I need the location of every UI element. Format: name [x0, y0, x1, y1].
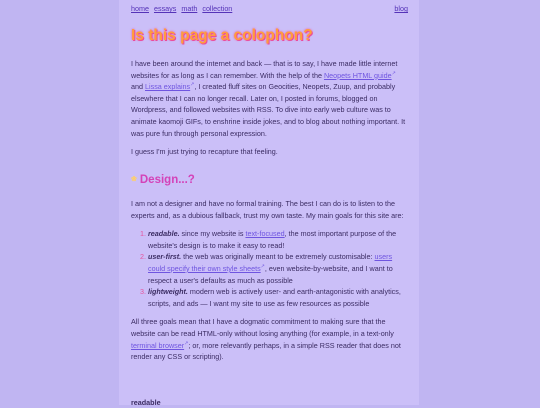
- goal-text: the web was originally meant to be extremely customisable:: [181, 252, 375, 262]
- design-section: [131, 198, 408, 370]
- nav-math-link[interactable]: math: [181, 4, 198, 13]
- goal-text: , even website-by-website, and I want to respect a user's defaults as much as possible: [148, 263, 393, 285]
- neopets-guide-link[interactable]: Neopets HTML guide: [323, 70, 392, 80]
- goals-list: [131, 228, 408, 309]
- lissa-explains-link[interactable]: Lissa explains: [145, 82, 191, 92]
- goal-term: user-first.: [148, 252, 182, 262]
- intro-section: [131, 58, 408, 165]
- external-link-icon: ↗: [260, 263, 265, 270]
- external-link-icon: ↗: [391, 70, 396, 77]
- external-link-icon: ↗: [190, 81, 195, 88]
- terminal-browser-link[interactable]: terminal browser: [131, 340, 185, 350]
- design-intro-paragraph: I am not a designer and have no formal training. The best I can do is to listen to the experts and, as a dubious fallback, trust my own taste. My main goals for this site are:: [131, 199, 404, 220]
- recapture-paragraph: I guess I'm just trying to recapture that feeling.: [131, 147, 278, 157]
- intro-text: and: [131, 82, 145, 92]
- goal-term: lightweight.: [148, 287, 188, 297]
- goal-lightweight: [148, 286, 408, 309]
- intro-paragraph: [131, 58, 408, 139]
- text-focused-link[interactable]: text-focused: [245, 229, 285, 239]
- user-style-sheets-link[interactable]: users could specify their own style sheets: [148, 252, 393, 273]
- design-heading: [131, 172, 195, 188]
- goal-user-first: [148, 251, 408, 286]
- page-title: Is this page a colophon?: [131, 27, 313, 44]
- intro-text: I have been around the internet and back — that is to say, I have made little internet websites for as long as I can remember. With the help of the: [131, 59, 398, 80]
- external-link-icon: ↗: [184, 340, 189, 347]
- readable-subheading: readable: [131, 398, 161, 407]
- nav-blog-link[interactable]: blog: [394, 4, 408, 13]
- nav-collection-link[interactable]: collection: [202, 4, 233, 13]
- goals-summary-paragraph: [131, 316, 408, 362]
- intro-text: , I created fluff sites on Geocities, Neopets, Zuup, and probably elsewhere that I can no longer recall. Later on, I posted in forums, blogged on Wordpress, and followed websites with RSS. To dive into early web culture was to animate kaomoji GIFs, to enshrine inside jokes, and to blog about nothing important. It was pure fun through personal expression.: [131, 82, 406, 138]
- nav-home-link[interactable]: home: [131, 4, 149, 13]
- design-heading-text: Design...?: [139, 174, 195, 186]
- nav-essays-link[interactable]: essays: [153, 4, 177, 13]
- flower-icon: ❀: [131, 176, 137, 183]
- goal-text: modern web is actively user- and earth-antagonistic with analytics, scripts, and ads — I want my site to use as few resources as possible: [148, 287, 401, 308]
- goal-term: readable.: [148, 229, 180, 239]
- goal-readable: [148, 228, 408, 251]
- goal-text: , the most important purpose of the website's design is to make it easy to read!: [148, 229, 397, 250]
- summary-text: All three goals mean that I have a dogmatic commitment to making sure that the website can be read HTML-only without losing anything (for example, in a text-only: [131, 317, 394, 338]
- summary-text: ; or, more relevantly perhaps, in a simple RSS reader that does not render any CSS or scripting).: [131, 340, 401, 362]
- goal-text: since my website is: [179, 229, 246, 239]
- top-nav: [131, 3, 408, 15]
